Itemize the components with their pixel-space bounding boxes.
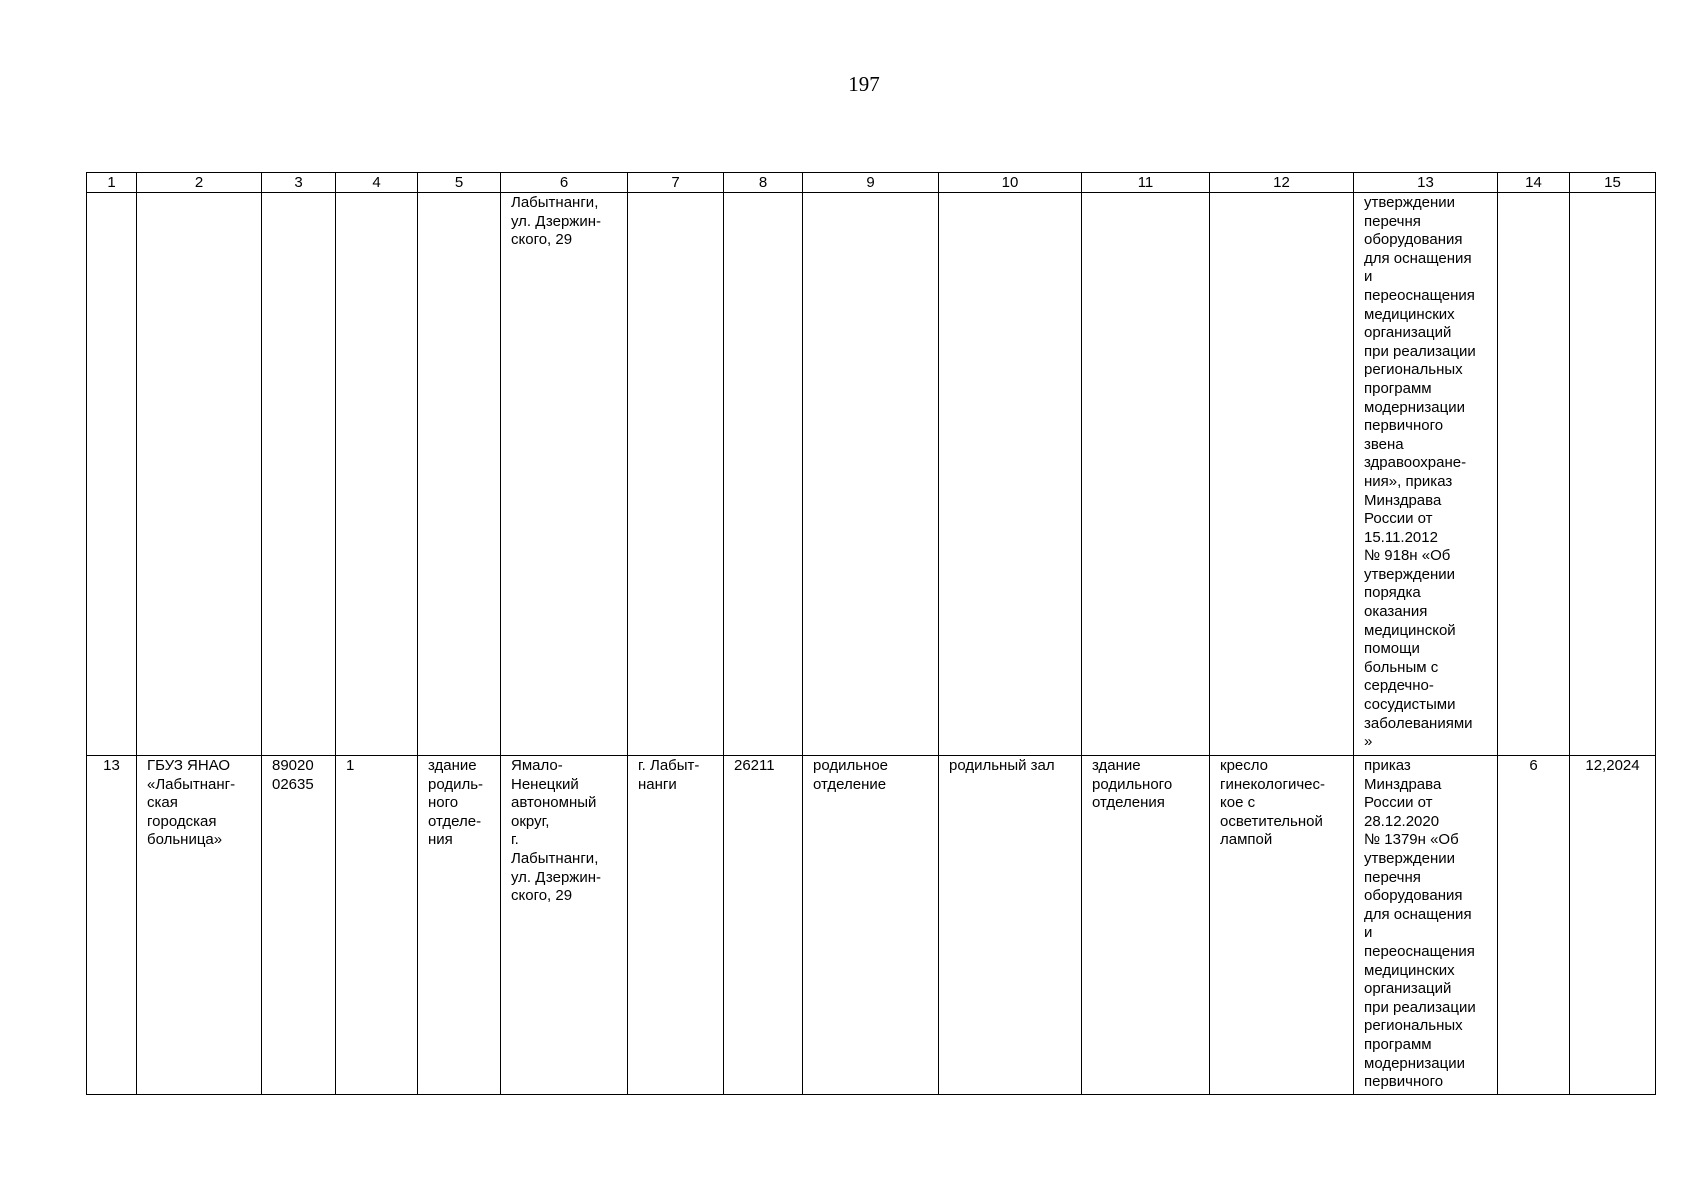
cell-regulation: утверждении перечня оборудования для оснащения и переоснащения медицинских организаций при реализации региональных программ модернизации первичного звена здравоохране- ния», приказ Минздрава России от 15.11.2012 № 918н «Об утверждении порядка оказания медицинской помощи больным с сердечно- сосудистыми заболеваниями » (1354, 193, 1498, 756)
cell-inn (262, 193, 336, 756)
cell-room (939, 193, 1082, 756)
col-header-12: 12 (1210, 173, 1354, 193)
cell-organization: ГБУЗ ЯНАО «Лабытнанг- ская городская больница» (137, 756, 262, 1095)
col-header-14: 14 (1498, 173, 1570, 193)
registry-table (86, 172, 1656, 1095)
cell-regulation: приказ Минздрава России от 28.12.2020 № 1379н «Об утверждении перечня оборудования для оснащения и переоснащения медицинских организаций при реализации региональных программ модернизации первичного (1354, 756, 1498, 1095)
cell-code: 26211 (724, 756, 803, 1095)
header-row (87, 173, 1656, 193)
col-header-11: 11 (1082, 173, 1210, 193)
cell-inn: 89020 02635 (262, 756, 336, 1095)
cell-address: Лабытнанги, ул. Дзержин- ского, 29 (501, 193, 628, 756)
cell-department: родильное отделение (803, 756, 939, 1095)
page-number: 197 (848, 72, 880, 96)
cell-location (1082, 193, 1210, 756)
cell-number (87, 193, 137, 756)
col-header-10: 10 (939, 173, 1082, 193)
col-header-9: 9 (803, 173, 939, 193)
table-row-continued (87, 193, 1656, 756)
cell-count (336, 193, 418, 756)
cell-city (628, 193, 724, 756)
col-header-4: 4 (336, 173, 418, 193)
col-header-2: 2 (137, 173, 262, 193)
cell-equipment (1210, 193, 1354, 756)
cell-location: здание родильного отделения (1082, 756, 1210, 1095)
cell-quantity (1498, 193, 1570, 756)
cell-code (724, 193, 803, 756)
col-header-7: 7 (628, 173, 724, 193)
col-header-13: 13 (1354, 173, 1498, 193)
cell-building: здание родиль- ного отделе- ния (418, 756, 501, 1095)
cell-building (418, 193, 501, 756)
col-header-1: 1 (87, 173, 137, 193)
cell-count: 1 (336, 756, 418, 1095)
cell-date (1570, 193, 1656, 756)
cell-date: 12,2024 (1570, 756, 1656, 1095)
col-header-15: 15 (1570, 173, 1656, 193)
cell-number: 13 (87, 756, 137, 1095)
col-header-5: 5 (418, 173, 501, 193)
table-row-13 (87, 756, 1656, 1095)
cell-department (803, 193, 939, 756)
cell-equipment: кресло гинекологичес- кое с осветительной лампой (1210, 756, 1354, 1095)
cell-quantity: 6 (1498, 756, 1570, 1095)
cell-address: Ямало- Ненецкий автономный округ, г. Лабытнанги, ул. Дзержин- ского, 29 (501, 756, 628, 1095)
col-header-3: 3 (262, 173, 336, 193)
col-header-8: 8 (724, 173, 803, 193)
col-header-6: 6 (501, 173, 628, 193)
cell-city: г. Лабыт- нанги (628, 756, 724, 1095)
cell-room: родильный зал (939, 756, 1082, 1095)
cell-organization (137, 193, 262, 756)
